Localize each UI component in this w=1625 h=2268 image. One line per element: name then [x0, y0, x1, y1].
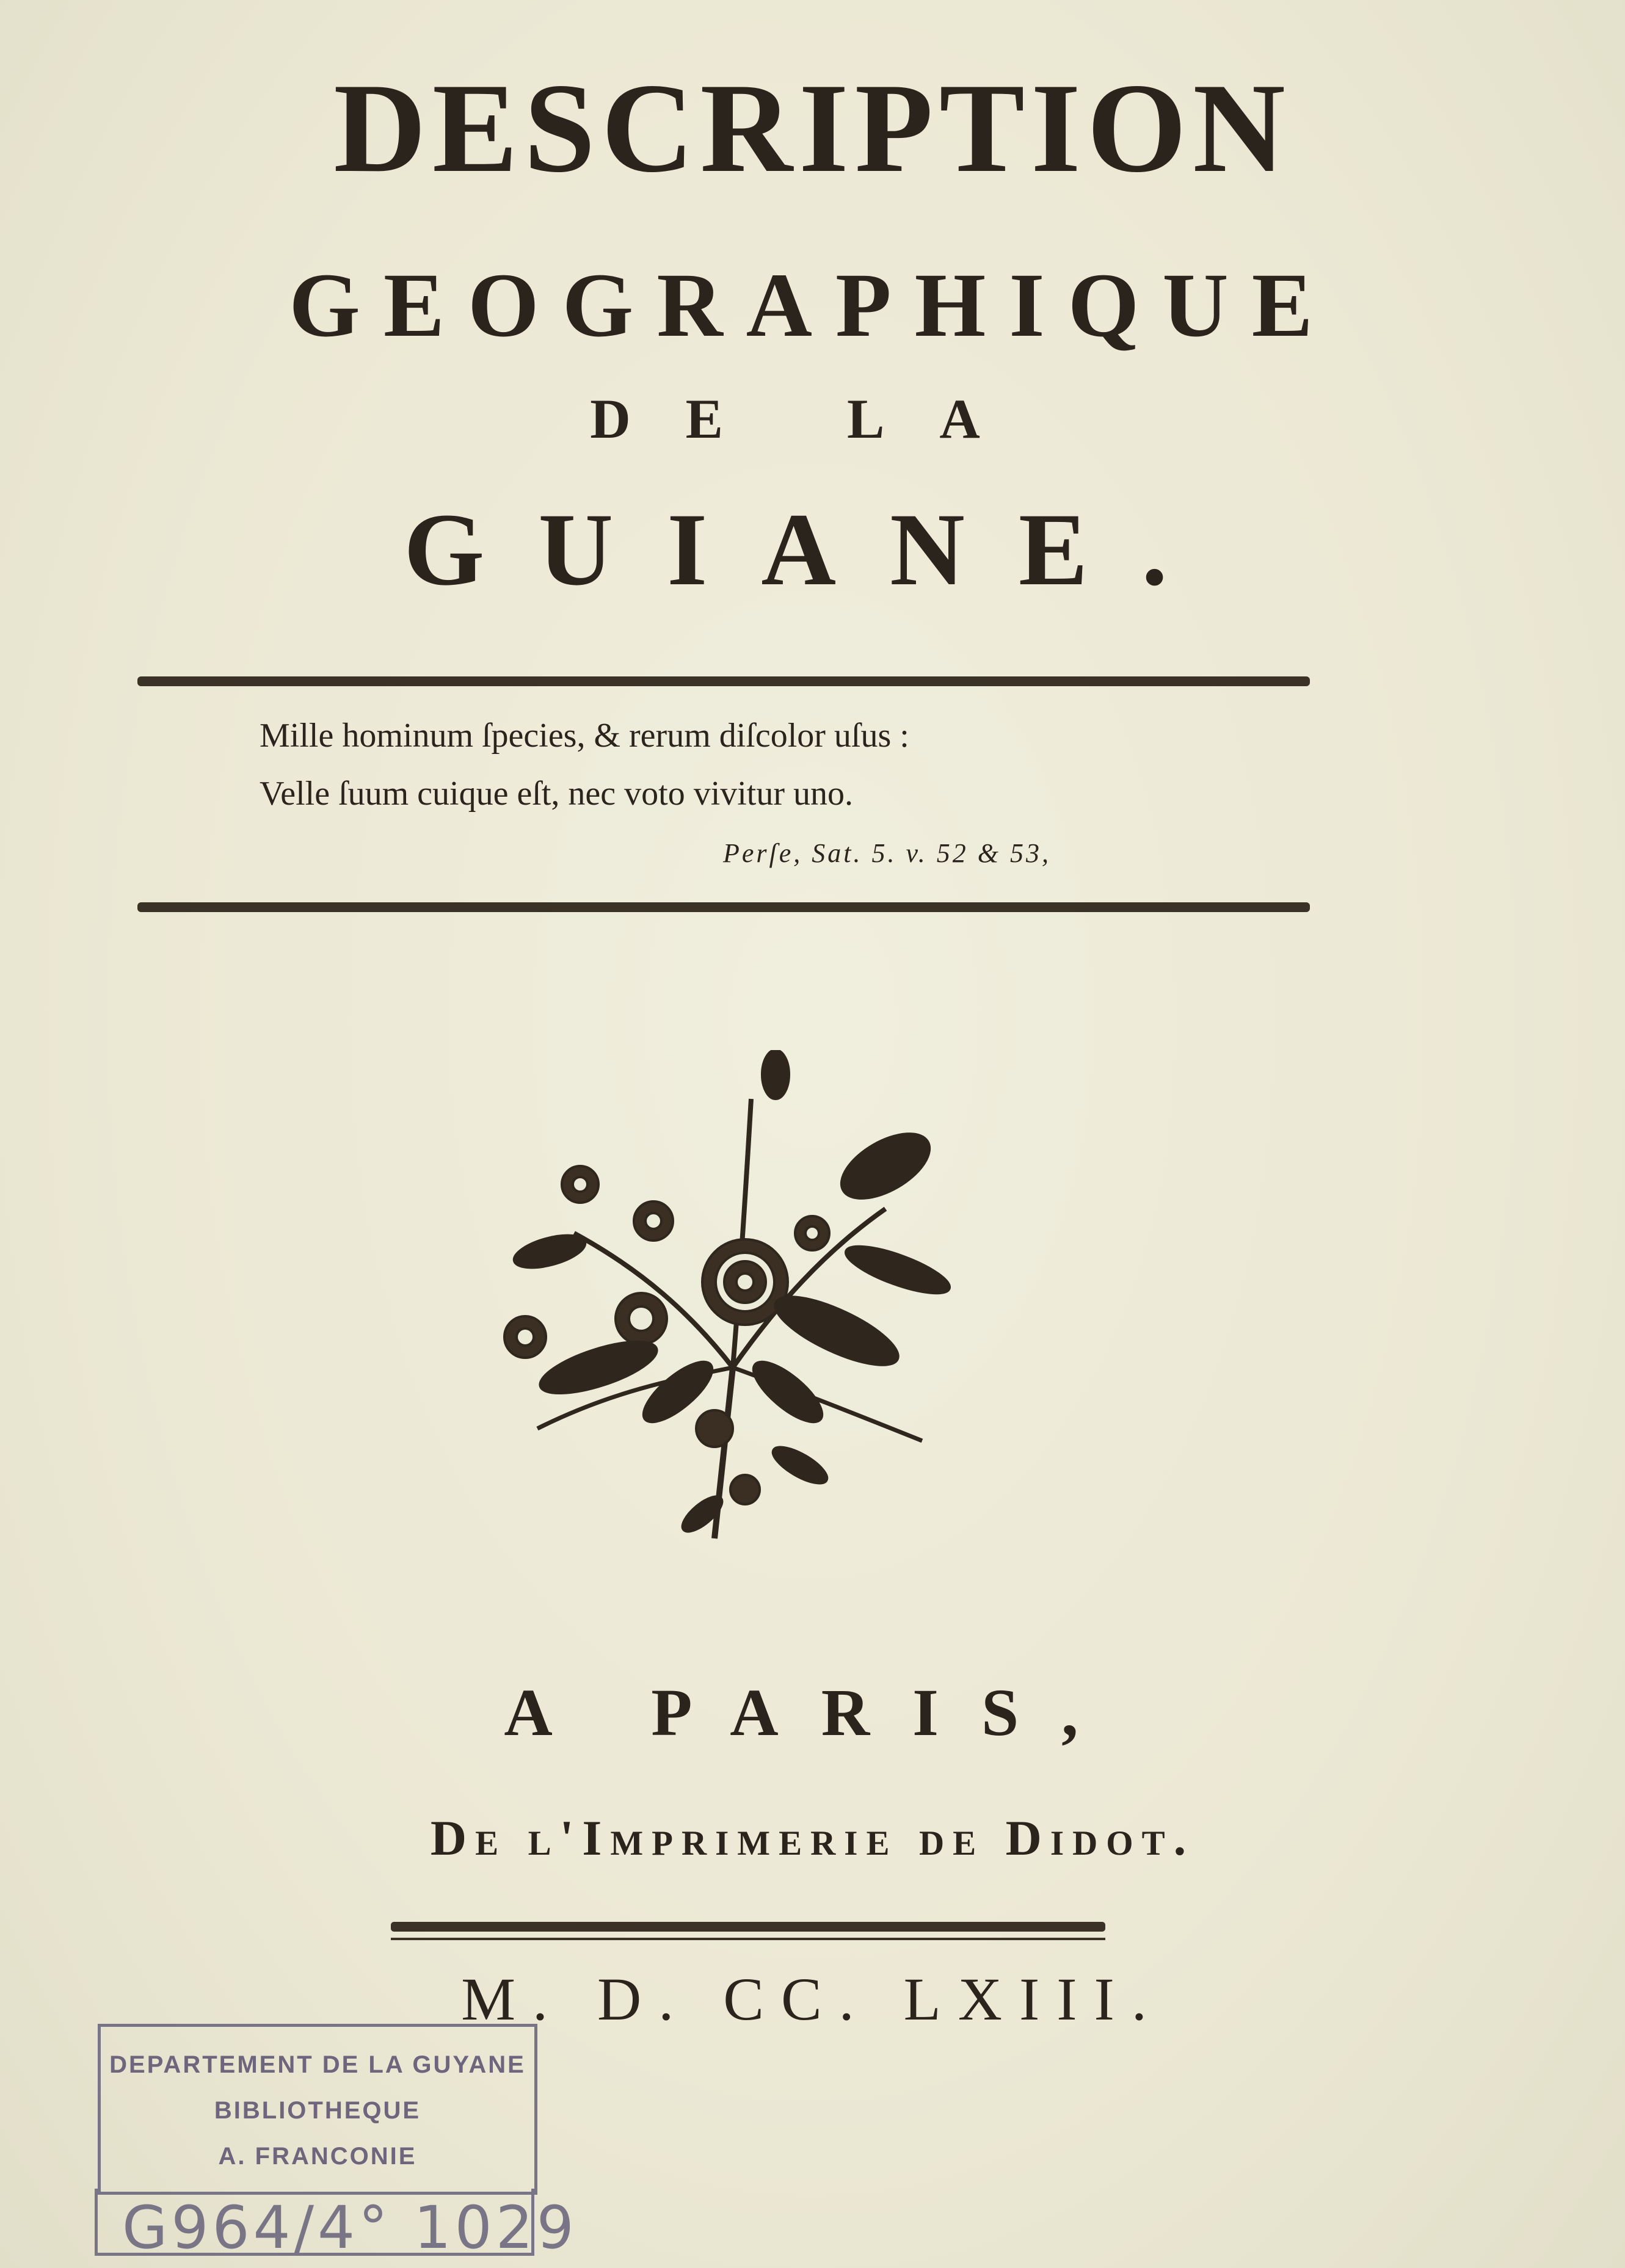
floral-bouquet-icon [458, 1050, 1008, 1563]
stamp-line-1: DEPARTEMENT DE LA GUYANE [109, 2051, 526, 2078]
double-rule-thin [391, 1938, 1105, 1940]
epigraph-verse-2: Velle ſuum cuique eſt, nec voto vivitur uno. [260, 775, 854, 813]
imprint-double-rule [391, 1922, 1105, 1940]
stamp-line-3: A. FRANCONIE [218, 2143, 417, 2170]
double-rule-thick [391, 1922, 1105, 1932]
imprint-printer: De l'Imprimerie de Didot. [430, 1810, 1195, 1866]
title-line-geographique: GEOGRAPHIQUE [289, 255, 1336, 356]
title-line-description: DESCRIPTION [333, 57, 1292, 199]
top-rule [137, 676, 1310, 686]
library-stamp [98, 2024, 537, 2195]
shelfmark-box [95, 2189, 578, 2262]
epigraph-verse-1: Mille hominum ſpecies, & rerum diſcolor uſus : [260, 717, 909, 755]
title-line-guiane: GUIANE. [404, 492, 1221, 607]
epigraph-citation: Perſe, Sat. 5. v. 52 & 53, [723, 838, 1051, 868]
shelfmark: G964/4° 1029 [122, 2194, 578, 2262]
middle-rule [137, 902, 1310, 912]
title-line-de-la: DE LA [590, 388, 1035, 450]
imprint-year: M. D. CC. LXIII. [461, 1965, 1164, 2033]
stamp-line-2: BIBLIOTHEQUE [214, 2097, 421, 2124]
imprint-place: A PARIS, [504, 1675, 1121, 1750]
